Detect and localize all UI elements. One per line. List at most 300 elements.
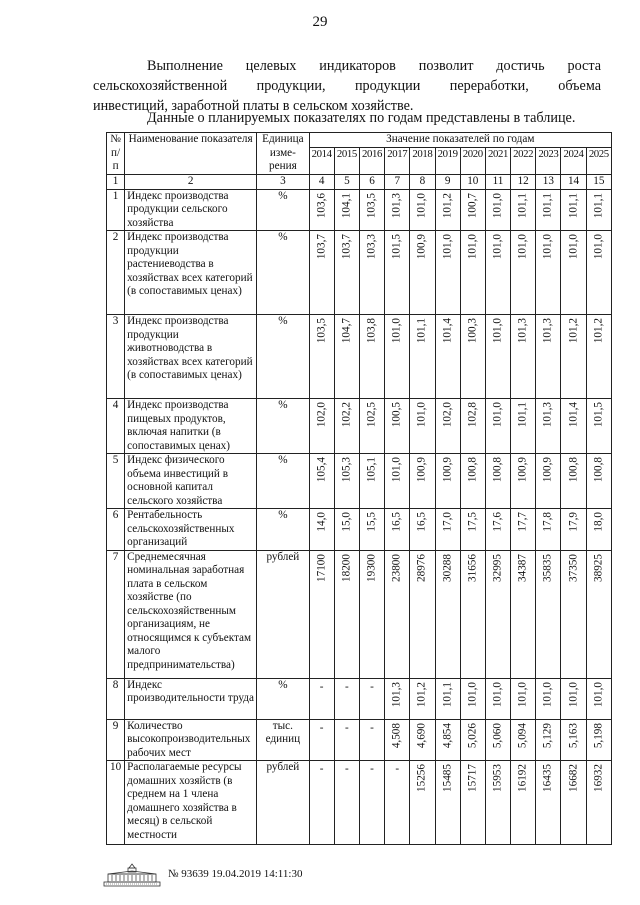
indicator-value: 37350 [566, 553, 579, 582]
indicator-value: 101,2 [592, 318, 605, 344]
indicator-value: 100,8 [592, 457, 605, 483]
value-cell [511, 719, 536, 761]
indicator-value: 103,7 [314, 234, 327, 260]
value-cell [309, 231, 334, 315]
indicator-value: 15256 [415, 764, 428, 792]
indicator-unit: % [257, 399, 309, 454]
value-cell [536, 678, 561, 719]
value-cell [385, 315, 410, 399]
value-cell [334, 399, 359, 454]
indicator-value: 101,0 [491, 402, 504, 428]
table-row [107, 509, 612, 551]
value-cell [586, 509, 611, 551]
indicator-value: 102,8 [466, 402, 479, 428]
header-year: 2016 [359, 147, 384, 174]
indicator-value: 5,060 [491, 722, 504, 748]
value-cell [435, 719, 460, 761]
value-cell [435, 399, 460, 454]
government-building-icon [102, 862, 162, 888]
row-number: 2 [107, 231, 125, 315]
empty-value: - [319, 680, 324, 693]
value-cell [485, 399, 510, 454]
value-cell [435, 678, 460, 719]
value-cell [309, 315, 334, 399]
indicator-value: 5,163 [566, 722, 579, 748]
value-cell [334, 678, 359, 719]
indicator-value: 101,0 [491, 318, 504, 344]
indicator-unit: рублей [257, 550, 309, 678]
indicator-value: 100,8 [466, 457, 479, 483]
indicator-value: 17,7 [516, 512, 529, 532]
indicator-value: 15,0 [340, 512, 353, 532]
value-cell [359, 399, 384, 454]
column-index-row [107, 174, 612, 189]
header-year: 2017 [385, 147, 410, 174]
indicators-table [106, 132, 612, 845]
indicator-value: 101,1 [541, 192, 554, 218]
indicator-value: 17,8 [541, 512, 554, 532]
indicator-value: 19300 [365, 553, 378, 582]
value-cell [410, 231, 435, 315]
column-index: 6 [359, 174, 384, 189]
indicator-unit: % [257, 509, 309, 551]
value-cell [410, 454, 435, 509]
value-cell [359, 509, 384, 551]
table-row [107, 231, 612, 315]
indicator-value: 105,1 [365, 457, 378, 483]
value-cell [385, 678, 410, 719]
value-cell [536, 550, 561, 678]
indicator-value: 32995 [491, 553, 504, 582]
value-cell [435, 315, 460, 399]
indicator-unit: рублей [257, 761, 309, 845]
column-index: 8 [410, 174, 435, 189]
value-cell [309, 454, 334, 509]
column-index: 1 [107, 174, 125, 189]
intro-paragraph [93, 56, 601, 116]
column-index: 15 [586, 174, 611, 189]
indicator-value: 101,0 [466, 681, 479, 707]
value-cell [536, 315, 561, 399]
indicator-value: 101,2 [566, 318, 579, 344]
value-cell [359, 678, 384, 719]
indicator-value: 15485 [440, 764, 453, 792]
indicator-name: Индекс физического объема инвестиций в основной капитал сельского хозяйства [125, 454, 257, 509]
value-cell [334, 315, 359, 399]
value-cell [561, 454, 586, 509]
indicator-value: 17,0 [440, 512, 453, 532]
indicator-value: 100,9 [541, 457, 554, 483]
value-cell [485, 231, 510, 315]
indicator-value: 101,2 [415, 681, 428, 707]
value-cell [511, 678, 536, 719]
header-name: Наименование показателя [125, 133, 257, 175]
indicator-value: 100,9 [516, 457, 529, 483]
header-year: 2014 [309, 147, 334, 174]
value-cell [309, 678, 334, 719]
column-index: 5 [334, 174, 359, 189]
value-cell [435, 509, 460, 551]
indicator-unit: % [257, 678, 309, 719]
indicator-value: 105,4 [314, 457, 327, 483]
value-cell [485, 315, 510, 399]
value-cell [334, 550, 359, 678]
value-cell [385, 231, 410, 315]
column-index: 2 [125, 174, 257, 189]
value-cell [536, 719, 561, 761]
value-cell [435, 231, 460, 315]
row-number: 6 [107, 509, 125, 551]
value-cell [586, 761, 611, 845]
value-cell [410, 509, 435, 551]
value-cell [485, 719, 510, 761]
value-cell [586, 399, 611, 454]
value-cell [561, 678, 586, 719]
indicator-unit: тыс. единиц [257, 719, 309, 761]
indicator-value: 101,5 [592, 402, 605, 428]
column-index: 10 [460, 174, 485, 189]
indicator-value: 5,094 [516, 722, 529, 748]
value-cell [334, 509, 359, 551]
indicator-value: 105,3 [340, 457, 353, 483]
table-row [107, 454, 612, 509]
indicator-value: 16,5 [390, 512, 403, 532]
value-cell [561, 399, 586, 454]
indicator-value: 101,0 [541, 234, 554, 260]
intro-line-1: Выполнение целевых индикаторов позволит достичь роста [147, 58, 601, 74]
indicator-value: 100,9 [440, 457, 453, 483]
column-index: 12 [511, 174, 536, 189]
value-cell [359, 454, 384, 509]
value-cell [561, 761, 586, 845]
indicator-value: 101,3 [541, 402, 554, 428]
indicator-name: Индекс производства продукции сельского хозяйства [125, 189, 257, 231]
header-year: 2025 [586, 147, 611, 174]
indicator-value: 101,0 [440, 234, 453, 260]
empty-value: - [344, 721, 349, 734]
value-cell [511, 399, 536, 454]
indicator-value: 15,5 [365, 512, 378, 532]
value-cell [511, 761, 536, 845]
indicator-value: 101,0 [491, 681, 504, 707]
indicator-value: 101,0 [566, 681, 579, 707]
header-year: 2021 [485, 147, 510, 174]
indicator-value: 18200 [340, 553, 353, 582]
value-cell [460, 550, 485, 678]
row-number: 8 [107, 678, 125, 719]
indicator-value: 101,0 [592, 681, 605, 707]
indicator-value: 5,129 [541, 722, 554, 748]
value-cell [359, 189, 384, 231]
indicator-value: 101,1 [440, 681, 453, 707]
table-row [107, 399, 612, 454]
indicator-name: Располагаемые ресурсы домашних хозяйств (в среднем на 1 члена домашнего хозяйства в месяц) в сельской местности [125, 761, 257, 845]
value-cell [561, 719, 586, 761]
value-cell [334, 231, 359, 315]
indicator-value: 101,3 [390, 681, 403, 707]
intro-line-2: сельскохозяйственной продукции, продукции переработки, объема [93, 78, 601, 94]
header-year: 2018 [410, 147, 435, 174]
value-cell [485, 761, 510, 845]
column-index: 11 [485, 174, 510, 189]
value-cell [536, 761, 561, 845]
indicator-value: 101,0 [491, 234, 504, 260]
table-row [107, 761, 612, 845]
table-intro-paragraph: Данные о планируемых показателях по годам представлены в таблице. [147, 110, 576, 126]
indicator-value: 31656 [466, 553, 479, 582]
value-cell [561, 509, 586, 551]
value-cell [385, 719, 410, 761]
indicator-value: 100,8 [491, 457, 504, 483]
indicator-name: Рентабельность сельскохозяйственных организаций [125, 509, 257, 551]
value-cell [485, 678, 510, 719]
indicator-value: 101,0 [390, 457, 403, 483]
indicator-name: Индекс производства продукции животноводства в хозяйствах всех категорий (в сопоставимых ценах) [125, 315, 257, 399]
indicator-value: 18,0 [592, 512, 605, 532]
value-cell [334, 454, 359, 509]
indicator-value: 101,0 [566, 234, 579, 260]
value-cell [460, 761, 485, 845]
indicator-value: 101,0 [541, 681, 554, 707]
header-values-group: Значение показателей по годам [309, 133, 611, 148]
value-cell [536, 231, 561, 315]
indicator-value: 4,690 [415, 722, 428, 748]
indicator-name: Количество высокопроизводительных рабочих мест [125, 719, 257, 761]
indicator-value: 16192 [516, 764, 529, 792]
column-index: 3 [257, 174, 309, 189]
column-index: 14 [561, 174, 586, 189]
value-cell [385, 189, 410, 231]
indicator-value: 35835 [541, 553, 554, 582]
table-row [107, 719, 612, 761]
row-number: 1 [107, 189, 125, 231]
empty-value: - [344, 763, 349, 775]
empty-value: - [395, 763, 400, 775]
value-cell [511, 454, 536, 509]
header-year: 2020 [460, 147, 485, 174]
indicator-value: 100,9 [415, 457, 428, 483]
indicator-value: 17,5 [466, 512, 479, 532]
indicator-value: 103,6 [314, 192, 327, 218]
empty-value: - [319, 721, 324, 734]
indicator-value: 104,1 [340, 192, 353, 218]
indicator-value: 101,3 [390, 192, 403, 218]
value-cell [561, 315, 586, 399]
indicator-value: 17,9 [566, 512, 579, 532]
indicator-value: 101,3 [541, 318, 554, 344]
row-number: 9 [107, 719, 125, 761]
value-cell [435, 454, 460, 509]
value-cell [511, 315, 536, 399]
value-cell [334, 761, 359, 845]
column-index: 4 [309, 174, 334, 189]
value-cell [561, 189, 586, 231]
indicator-name: Индекс производства продукции растениеводства в хозяйствах всех категорий (в сопоставимых ценах) [125, 231, 257, 315]
indicator-value: 4,854 [440, 722, 453, 748]
indicator-value: 100,7 [466, 192, 479, 218]
indicator-value: 38925 [592, 553, 605, 582]
indicator-value: 30288 [440, 553, 453, 582]
value-cell [435, 189, 460, 231]
header-year: 2019 [435, 147, 460, 174]
value-cell [460, 189, 485, 231]
value-cell [536, 189, 561, 231]
value-cell [561, 231, 586, 315]
empty-value: - [370, 763, 374, 775]
row-number: 4 [107, 399, 125, 454]
value-cell [511, 509, 536, 551]
indicator-value: 16435 [541, 764, 554, 792]
indicator-value: 102,0 [440, 402, 453, 428]
document-footer [102, 862, 362, 888]
header-year: 2022 [511, 147, 536, 174]
value-cell [410, 678, 435, 719]
table-row [107, 678, 612, 719]
value-cell [460, 231, 485, 315]
column-index: 9 [435, 174, 460, 189]
indicator-value: 101,1 [415, 318, 428, 344]
indicator-value: 101,0 [516, 681, 529, 707]
indicator-value: 5,026 [466, 722, 479, 748]
indicator-value: 17100 [314, 553, 327, 582]
indicator-value: 23800 [390, 553, 403, 582]
page-number: 29 [312, 14, 328, 30]
indicator-value: 100,9 [415, 234, 428, 260]
header-year: 2023 [536, 147, 561, 174]
table-row [107, 189, 612, 231]
value-cell [385, 399, 410, 454]
value-cell [359, 231, 384, 315]
intro-line-3: инвестиций, заработной платы в сельском хозяйстве. [93, 98, 414, 114]
value-cell [586, 315, 611, 399]
value-cell [511, 231, 536, 315]
indicator-value: 101,1 [566, 192, 579, 218]
row-number: 5 [107, 454, 125, 509]
value-cell [460, 678, 485, 719]
value-cell [586, 231, 611, 315]
value-cell [586, 719, 611, 761]
value-cell [460, 315, 485, 399]
indicator-value: 102,2 [340, 402, 353, 428]
value-cell [460, 509, 485, 551]
value-cell [309, 189, 334, 231]
indicator-value: 101,0 [592, 234, 605, 260]
indicator-value: 103,3 [365, 234, 378, 260]
indicator-value: 16682 [566, 764, 579, 792]
value-cell [586, 454, 611, 509]
value-cell [435, 550, 460, 678]
indicator-value: 101,5 [390, 234, 403, 260]
indicator-value: 101,0 [415, 192, 428, 218]
header-number: № п/п [107, 133, 125, 175]
value-cell [561, 550, 586, 678]
value-cell [385, 454, 410, 509]
value-cell [385, 509, 410, 551]
indicator-value: 102,5 [365, 402, 378, 428]
indicator-value: 101,0 [390, 318, 403, 344]
value-cell [385, 761, 410, 845]
value-cell [435, 761, 460, 845]
value-cell [309, 719, 334, 761]
indicator-name: Среднемесячная номинальная заработная плата в сельском хозяйстве (по сельскохозяйственным организациям, не относящимся к субъектам малого предпринимательства) [125, 550, 257, 678]
value-cell [460, 399, 485, 454]
value-cell [586, 189, 611, 231]
indicator-value: 4,508 [390, 722, 403, 748]
value-cell [485, 454, 510, 509]
indicator-value: 103,5 [314, 318, 327, 344]
value-cell [334, 189, 359, 231]
indicator-value: 100,5 [390, 402, 403, 428]
indicator-value: 102,0 [314, 402, 327, 428]
indicator-value: 101,3 [516, 318, 529, 344]
empty-value: - [370, 721, 374, 734]
value-cell [334, 719, 359, 761]
indicator-value: 101,0 [516, 234, 529, 260]
value-cell [485, 550, 510, 678]
indicator-value: 16932 [592, 764, 605, 792]
indicator-name: Индекс производства пищевых продуктов, включая напитки (в сопоставимых ценах) [125, 399, 257, 454]
value-cell [410, 399, 435, 454]
empty-value: - [344, 680, 349, 693]
indicator-value: 101,2 [440, 192, 453, 218]
value-cell [586, 678, 611, 719]
value-cell [410, 550, 435, 678]
value-cell [309, 509, 334, 551]
column-index: 7 [385, 174, 410, 189]
value-cell [485, 509, 510, 551]
indicator-value: 103,8 [365, 318, 378, 344]
value-cell [536, 399, 561, 454]
value-cell [460, 454, 485, 509]
indicator-value: 15717 [466, 764, 479, 792]
indicator-value: 100,8 [566, 457, 579, 483]
value-cell [410, 719, 435, 761]
indicator-value: 5,198 [592, 722, 605, 748]
header-year: 2024 [561, 147, 586, 174]
indicator-value: 16,5 [415, 512, 428, 532]
indicator-value: 101,1 [516, 402, 529, 428]
empty-value: - [370, 680, 374, 693]
value-cell [359, 550, 384, 678]
indicator-value: 17,6 [491, 512, 504, 532]
value-cell [511, 550, 536, 678]
indicator-value: 34387 [516, 553, 529, 582]
indicator-unit: % [257, 189, 309, 231]
indicator-value: 101,4 [566, 402, 579, 428]
value-cell [410, 761, 435, 845]
indicator-value: 101,1 [516, 192, 529, 218]
indicator-value: 28976 [415, 553, 428, 582]
value-cell [485, 189, 510, 231]
row-number: 3 [107, 315, 125, 399]
value-cell [309, 761, 334, 845]
value-cell [410, 315, 435, 399]
value-cell [511, 189, 536, 231]
table-row [107, 550, 612, 678]
value-cell [359, 761, 384, 845]
indicator-value: 101,0 [415, 402, 428, 428]
header-year: 2015 [334, 147, 359, 174]
document-id: № 93639 19.04.2019 14:11:30 [168, 868, 303, 880]
value-cell [309, 550, 334, 678]
value-cell [359, 315, 384, 399]
value-cell [586, 550, 611, 678]
column-index: 13 [536, 174, 561, 189]
indicator-value: 14,0 [314, 512, 327, 532]
value-cell [536, 454, 561, 509]
value-cell [460, 719, 485, 761]
value-cell [536, 509, 561, 551]
